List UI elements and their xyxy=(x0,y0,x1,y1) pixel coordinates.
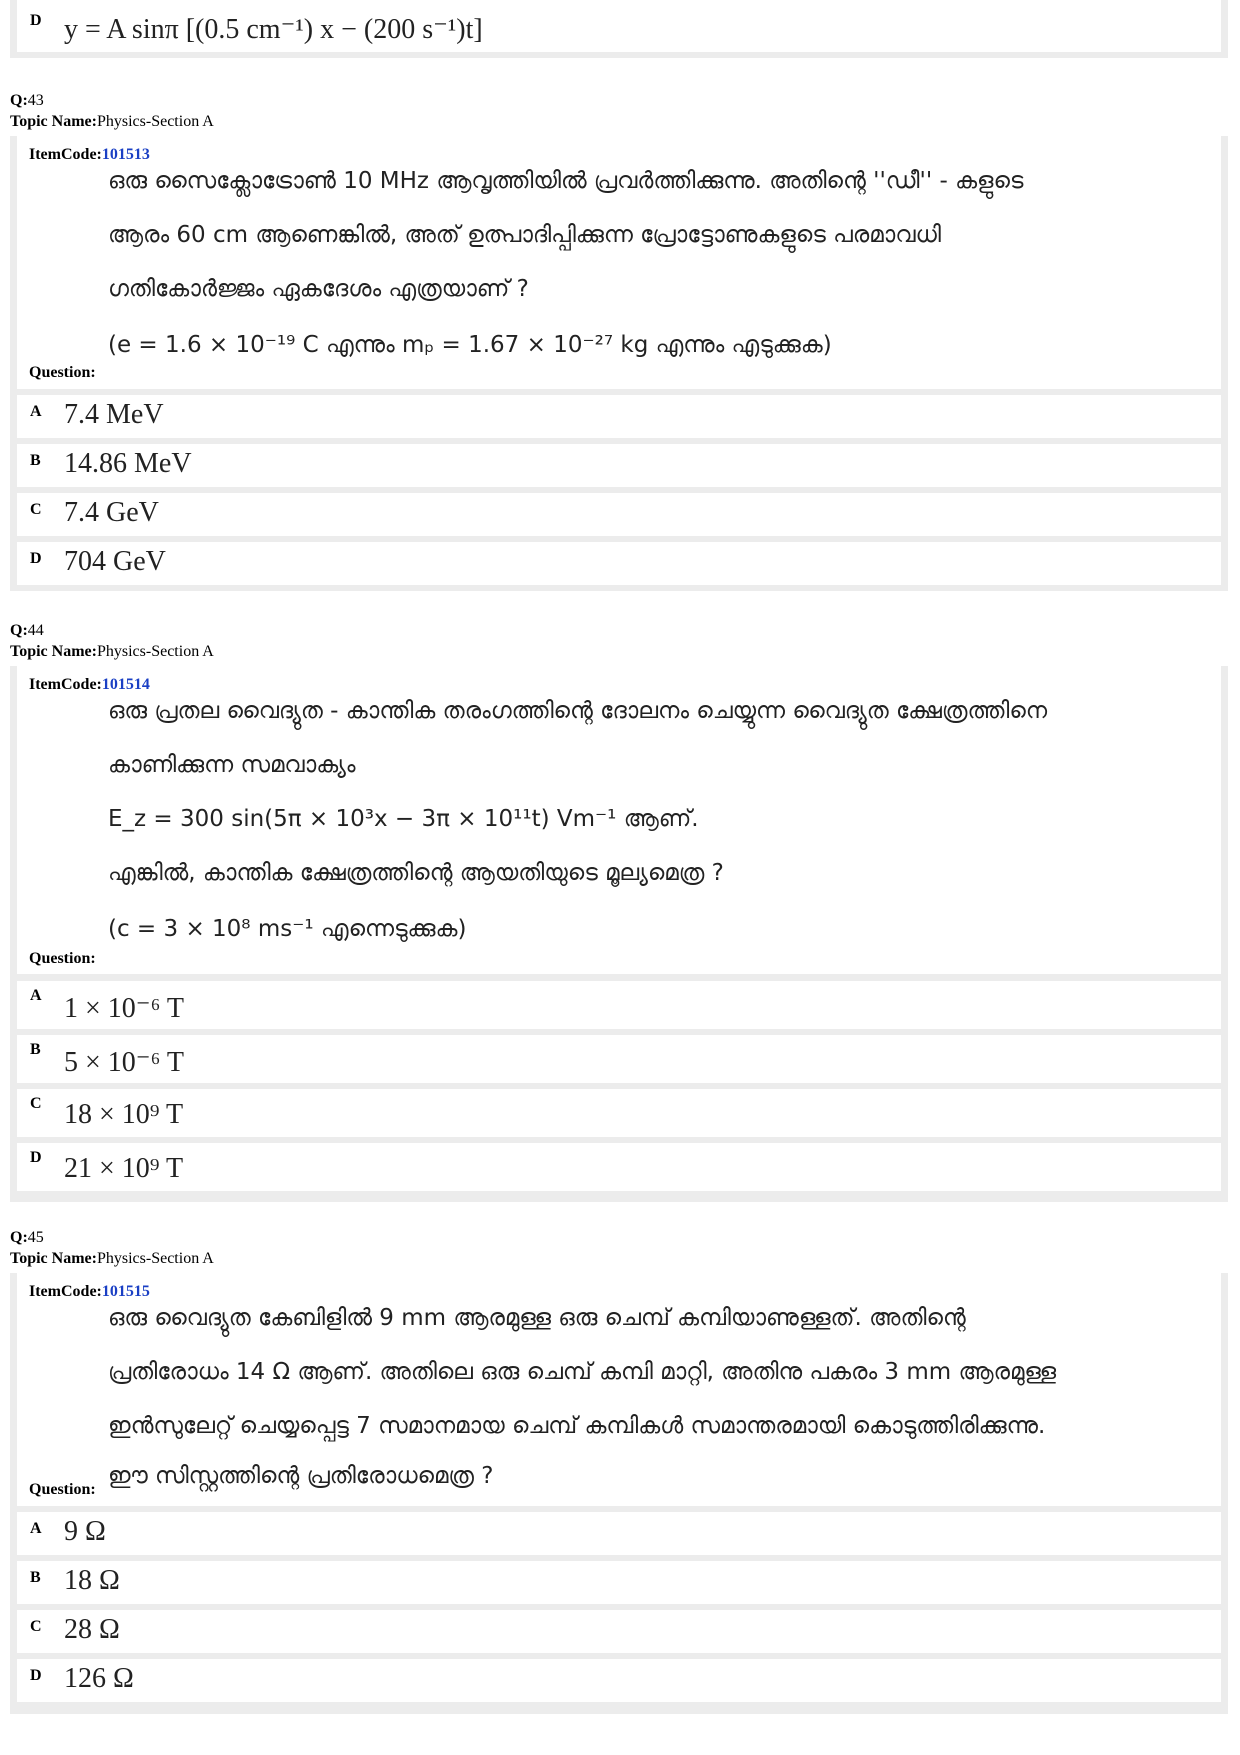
option-row[interactable] xyxy=(17,542,1221,585)
item-code-link[interactable]: 101513 xyxy=(101,146,150,163)
option-text: 7.4 GeV xyxy=(64,497,159,528)
topic-name: Topic Name:Physics-Section A xyxy=(10,1250,214,1267)
option-text: 21 × 10⁹ T xyxy=(64,1153,184,1184)
question-line: ഈ സിസ്റ്റത്തിന്റെ പ്രതിരോധമെത്ര ? xyxy=(108,1463,494,1489)
question-label: Question: xyxy=(29,364,96,381)
option-letter: A xyxy=(30,403,42,420)
option-letter: C xyxy=(30,1618,42,1635)
option-text: 1 × 10⁻⁶ T xyxy=(64,993,184,1024)
question-line: ഗതികോർജ്ജം ഏകദേശം എത്രയാണ് ? xyxy=(108,276,529,302)
question-label: Question: xyxy=(29,950,96,967)
option-letter: B xyxy=(30,1569,41,1586)
item-code-link[interactable]: 101515 xyxy=(101,1283,150,1300)
question-body xyxy=(17,666,1221,974)
item-code: ItemCode:101515 xyxy=(29,1283,150,1300)
question-card xyxy=(10,1273,1228,1714)
prev-question-options xyxy=(10,0,1228,58)
option-letter: B xyxy=(30,452,41,469)
option-row[interactable] xyxy=(17,493,1221,536)
option-text: 126 Ω xyxy=(64,1663,134,1694)
option-text: 28 Ω xyxy=(64,1614,120,1645)
option-letter: D xyxy=(30,12,42,29)
option-row[interactable] xyxy=(17,1512,1221,1555)
option-row[interactable] xyxy=(17,981,1221,1029)
option-letter: D xyxy=(30,550,42,567)
question-body xyxy=(17,136,1221,389)
topic-name: Topic Name:Physics-Section A xyxy=(10,113,214,130)
question-line: E_z = 300 sin(5π × 10³x − 3π × 10¹¹t) Vm⁻¹ ആണ്. xyxy=(108,806,699,832)
option-row[interactable] xyxy=(17,0,1221,52)
option-text: 5 × 10⁻⁶ T xyxy=(64,1047,184,1078)
question-number: Q:45 xyxy=(10,1229,44,1246)
option-letter: B xyxy=(30,1041,41,1058)
option-row[interactable] xyxy=(17,1089,1221,1137)
option-text: 18 Ω xyxy=(64,1565,120,1596)
option-letter: C xyxy=(30,1095,42,1112)
item-code-link[interactable]: 101514 xyxy=(101,676,150,693)
option-row[interactable] xyxy=(17,1035,1221,1083)
item-code: ItemCode:101513 xyxy=(29,146,150,163)
question-line: ഒരു വൈദ്യുത കേബിളിൽ 9 mm ആരമുള്ള ഒരു ചെമ്പ് കമ്പിയാണുള്ളത്. അതിന്റെ xyxy=(108,1305,966,1331)
question-line: (c = 3 × 10⁸ ms⁻¹ എന്നെടുക്കുക) xyxy=(108,916,467,942)
question-line: ആരം 60 cm ആണെങ്കിൽ, അത് ഉത്പാദിപ്പിക്കുന്ന പ്രോട്ടോണുകളുടെ പരമാവധി xyxy=(108,222,941,248)
question-number: Q:43 xyxy=(10,92,44,109)
question-line: ഒരു പ്രതല വൈദ്യുത - കാന്തിക തരംഗത്തിന്റെ ദോലനം ചെയ്യുന്ന വൈദ്യുത ക്ഷേത്രത്തിനെ xyxy=(108,698,1048,724)
option-letter: D xyxy=(30,1667,42,1684)
question-label: Question: xyxy=(29,1481,96,1498)
option-text: 18 × 10⁹ T xyxy=(64,1099,184,1130)
option-text: 14.86 MeV xyxy=(64,448,192,479)
option-row[interactable] xyxy=(17,1659,1221,1702)
option-letter: A xyxy=(30,987,42,1004)
question-line: (e = 1.6 × 10⁻¹⁹ C എന്നും mₚ = 1.67 × 10⁻²⁷ kg എന്നും എടുക്കുക) xyxy=(108,332,832,358)
option-text: 7.4 MeV xyxy=(64,399,164,430)
option-row[interactable] xyxy=(17,1143,1221,1191)
item-code: ItemCode:101514 xyxy=(29,676,150,693)
question-card xyxy=(10,666,1228,1202)
topic-name: Topic Name:Physics-Section A xyxy=(10,643,214,660)
option-row[interactable] xyxy=(17,1610,1221,1653)
question-line: പ്രതിരോധം 14 Ω ആണ്. അതിലെ ഒരു ചെമ്പ് കമ്പി മാറ്റി, അതിനു പകരം 3 mm ആരമുള്ള xyxy=(108,1359,1057,1385)
option-letter: D xyxy=(30,1149,42,1166)
option-letter: C xyxy=(30,501,42,518)
option-text: 704 GeV xyxy=(64,546,166,577)
question-line: എങ്കിൽ, കാന്തിക ക്ഷേത്രത്തിന്റെ ആയതിയുടെ മൂല്യമെത്ര ? xyxy=(108,860,724,886)
question-number: Q:44 xyxy=(10,622,44,639)
question-line: ഇൻസുലേറ്റ് ചെയ്യപ്പെട്ട 7 സമാനമായ ചെമ്പ് കമ്പികൾ സമാന്തരമായി കൊടുത്തിരിക്കുന്നു. xyxy=(108,1413,1046,1439)
question-line: കാണിക്കുന്ന സമവാക്യം xyxy=(108,752,356,778)
question-body xyxy=(17,1273,1221,1506)
question-line: ഒരു സൈക്ലോട്രോൺ 10 MHz ആവൃത്തിയിൽ പ്രവർത്തിക്കുന്നു. അതിന്റെ ''ഡീ'' - കളുടെ xyxy=(108,168,1024,194)
option-row[interactable] xyxy=(17,444,1221,487)
option-row[interactable] xyxy=(17,395,1221,438)
option-row[interactable] xyxy=(17,1561,1221,1604)
option-letter: A xyxy=(30,1520,42,1537)
option-text: 9 Ω xyxy=(64,1516,106,1547)
option-text: y = A sinπ [(0.5 cm⁻¹) x − (200 s⁻¹)t] xyxy=(64,14,483,45)
question-card xyxy=(10,136,1228,591)
